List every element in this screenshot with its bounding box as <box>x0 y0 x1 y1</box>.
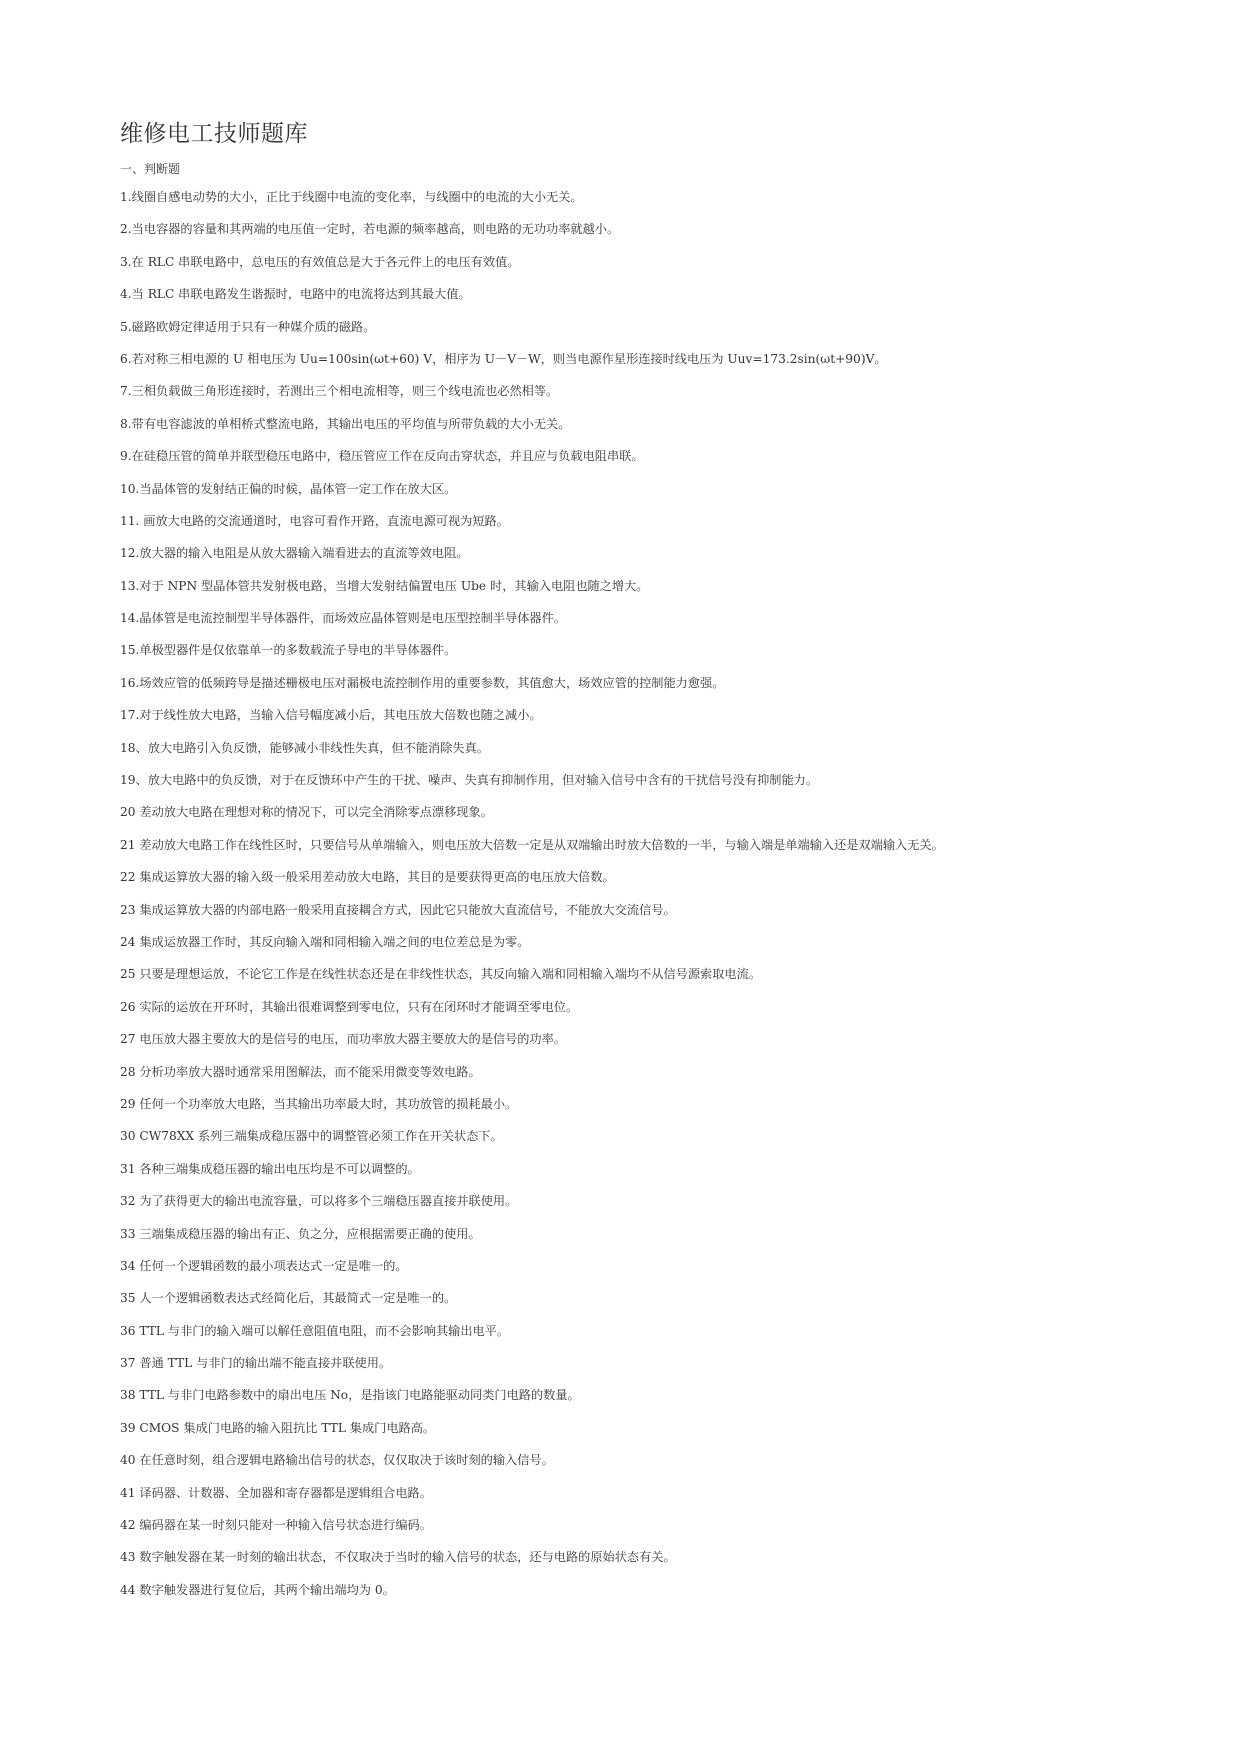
question-item: 3.在 RLC 串联电路中，总电压的有效值总是大于各元件上的电压有效值。 <box>120 254 520 269</box>
question-item: 30 CW78XX 系列三端集成稳压器中的调整管必须工作在开关状态下。 <box>120 1129 503 1144</box>
question-item: 20 差动放大电路在理想对称的情况下，可以完全消除零点漂移现象。 <box>120 805 493 820</box>
question-item: 14.晶体管是电流控制型半导体器件，而场效应晶体管则是电压型控制半导体器件。 <box>120 611 566 626</box>
question-list <box>120 188 1120 1613</box>
question-item: 23 集成运算放大器的内部电路一般采用直接耦合方式，因此它只能放大直流信号，不能放大交流信号。 <box>120 902 676 917</box>
question-item: 42 编码器在某一时刻只能对一种输入信号状态进行编码。 <box>120 1518 432 1533</box>
section-heading: 一、判断题 <box>120 162 181 176</box>
question-item: 5.磁路欧姆定律适用于只有一种媒介质的磁路。 <box>120 319 376 334</box>
question-item: 13.对于 NPN 型晶体管共发射极电路，当增大发射结偏置电压 Ube 时，其输入电阻也随之增大。 <box>120 578 649 593</box>
question-item: 16.场效应管的低频跨导是描述栅极电压对漏极电流控制作用的重要参数，其值愈大，场效应管的控制能力愈强。 <box>120 675 725 690</box>
question-item: 18、放大电路引入负反馈，能够减小非线性失真，但不能消除失真。 <box>120 740 489 755</box>
question-item: 2.当电容器的容量和其两端的电压值一定时，若电源的频率越高，则电路的无功功率就越小。 <box>120 222 620 237</box>
question-item: 36 TTL 与非门的输入端可以解任意阻值电阻，而不会影响其输出电平。 <box>120 1323 510 1338</box>
question-item: 33 三端集成稳压器的输出有正、负之分，应根据需要正确的使用。 <box>120 1226 481 1241</box>
question-item: 34 任何一个逻辑函数的最小项表达式一定是唯一的。 <box>120 1258 408 1273</box>
question-item: 29 任何一个功率放大电路，当其输出功率最大时，其功放管的损耗最小。 <box>120 1096 518 1111</box>
question-item: 1.线圈自感电动势的大小，正比于线圈中电流的变化率，与线圈中的电流的大小无关。 <box>120 190 583 204</box>
question-item: 40 在任意时刻，组合逻辑电路输出信号的状态，仅仅取决于该时刻的输入信号。 <box>120 1453 554 1468</box>
question-item: 41 译码器、计数器、全加器和寄存器都是逻辑组合电路。 <box>120 1485 432 1500</box>
question-item: 44 数字触发器进行复位后，其两个输出端均为 0。 <box>120 1582 395 1597</box>
question-item: 17.对于线性放大电路，当输入信号幅度减小后，其电压放大倍数也随之减小。 <box>120 708 542 723</box>
question-item: 31 各种三端集成稳压器的输出电压均是不可以调整的。 <box>120 1161 420 1176</box>
document-page <box>120 118 1120 1613</box>
question-item: 12.放大器的输入电阻是从放大器输入端看进去的直流等效电阻。 <box>120 546 469 561</box>
question-item: 39 CMOS 集成门电路的输入阻抗比 TTL 集成门电路高。 <box>120 1420 436 1435</box>
question-item: 8.带有电容滤波的单相桥式整流电路，其输出电压的平均值与所带负载的大小无关。 <box>120 416 571 431</box>
document-title: 维修电工技师题库 <box>120 121 308 147</box>
question-item: 32 为了获得更大的输出电流容量，可以将多个三端稳压器直接并联使用。 <box>120 1194 518 1209</box>
question-item: 21 差动放大电路工作在线性区时，只要信号从单端输入，则电压放大倍数一定是从双端输出时放大倍数的一半，与输入端是单端输入还是双端输入无关。 <box>120 837 944 852</box>
question-item: 19、放大电路中的负反馈，对于在反馈环中产生的干扰、噪声、失真有抑制作用，但对输入信号中含有的干扰信号没有抑制能力。 <box>120 773 819 788</box>
question-item: 10.当晶体管的发射结正偏的时候，晶体管一定工作在放大区。 <box>120 481 457 496</box>
question-item: 35 人一个逻辑函数表达式经简化后，其最简式一定是唯一的。 <box>120 1291 457 1306</box>
question-item: 6.若对称三相电源的 U 相电压为 Uu=100sin(ωt+60) V，相序为 U－V－W，则当电源作星形连接时线电压为 Uuv=173.2sin(ωt+90)V。 <box>120 351 887 366</box>
question-item: 37 普通 TTL 与非门的输出端不能直接并联使用。 <box>120 1356 392 1371</box>
question-item: 26 实际的运放在开环时，其输出很难调整到零电位，只有在闭环时才能调至零电位。 <box>120 999 579 1014</box>
question-item: 27 电压放大器主要放大的是信号的电压，而功率放大器主要放大的是信号的功率。 <box>120 1032 566 1047</box>
question-item: 22 集成运算放大器的输入级一般采用差动放大电路，其目的是要获得更高的电压放大倍数。 <box>120 870 615 885</box>
question-item: 11. 画放大电路的交流通道时，电容可看作开路，直流电源可视为短路。 <box>120 513 509 528</box>
question-item: 7.三相负载做三角形连接时，若测出三个相电流相等，则三个线电流也必然相等。 <box>120 384 559 399</box>
question-item: 38 TTL 与非门电路参数中的扇出电压 No，是指该门电路能驱动同类门电路的数量。 <box>120 1388 580 1403</box>
question-item: 43 数字触发器在某一时刻的输出状态，不仅取决于当时的输入信号的状态，还与电路的原始状态有关。 <box>120 1550 676 1565</box>
question-item: 24 集成运放器工作时，其反向输入端和同相输入端之间的电位差总是为零。 <box>120 934 530 949</box>
question-item: 15.单极型器件是仅依靠单一的多数载流子导电的半导体器件。 <box>120 643 457 658</box>
question-item: 9.在硅稳压管的简单并联型稳压电路中，稳压管应工作在反向击穿状态，并且应与负载电阻串联。 <box>120 449 644 464</box>
question-item: 25 只要是理想运放，不论它工作是在线性状态还是在非线性状态，其反向输入端和同相输入端均不从信号源索取电流。 <box>120 967 761 982</box>
question-item: 4.当 RLC 串联电路发生谐振时，电路中的电流将达到其最大值。 <box>120 287 471 302</box>
question-item: 28 分析功率放大器时通常采用图解法，而不能采用微变等效电路。 <box>120 1064 481 1079</box>
